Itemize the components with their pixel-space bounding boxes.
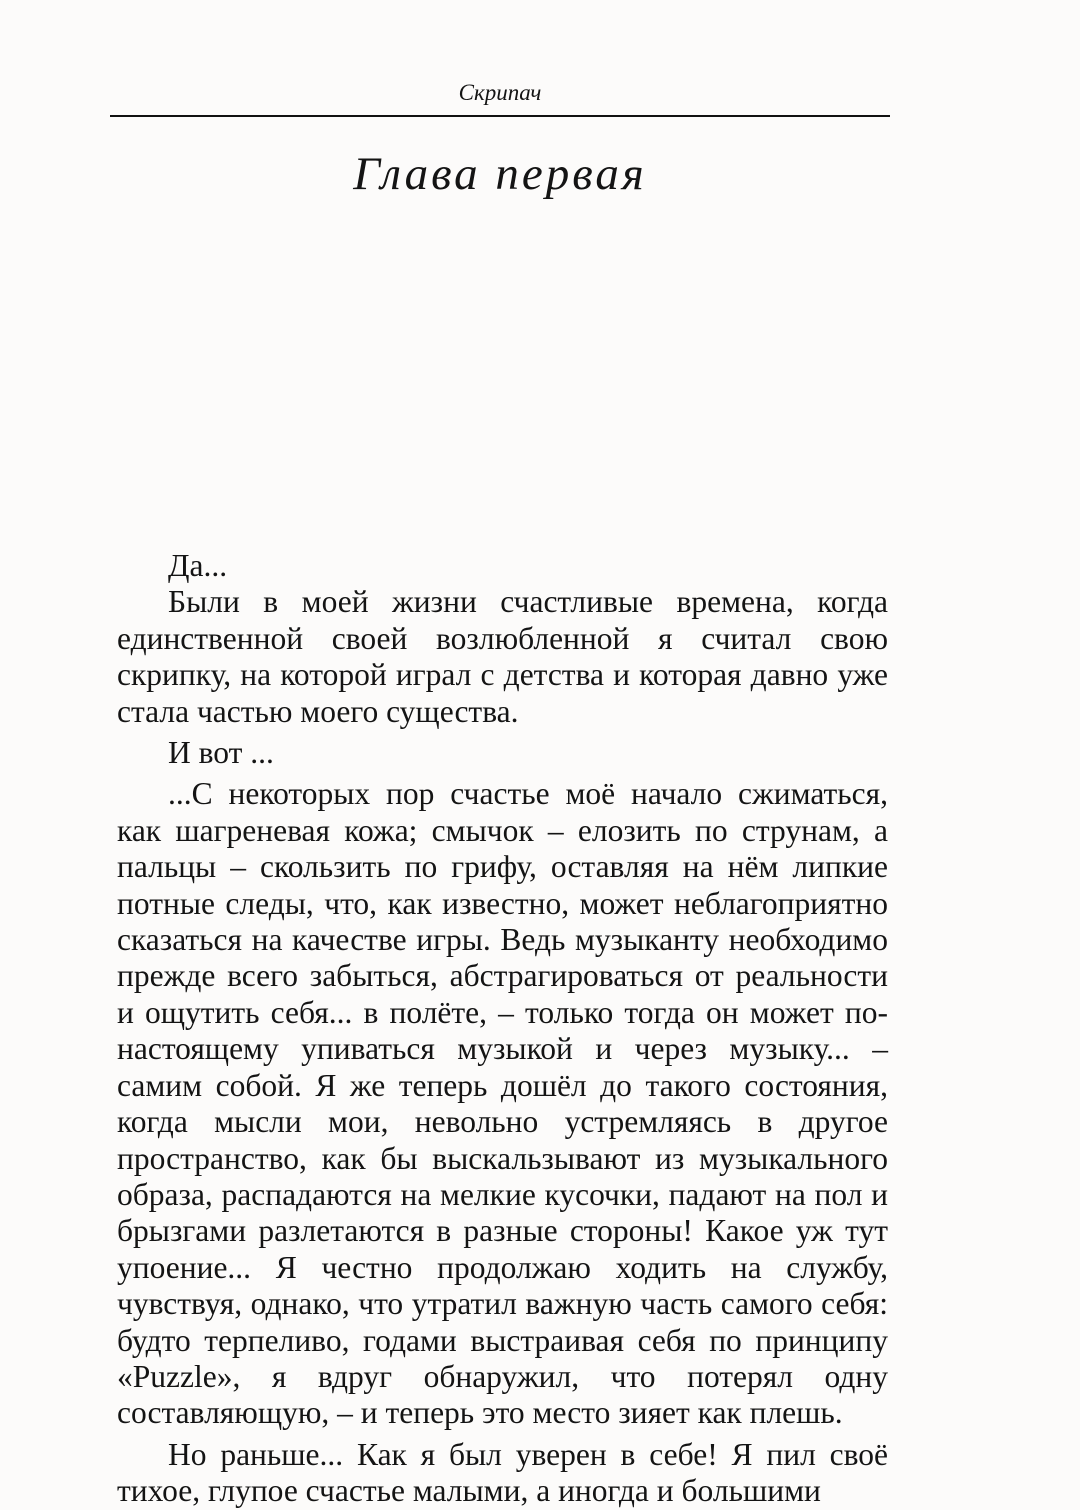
paragraph: Да... — [168, 548, 228, 583]
header-rule — [110, 115, 890, 117]
body-text — [117, 548, 888, 1510]
paragraph: И вот ... — [168, 735, 274, 771]
paragraph: Но раньше... Как я был уверен в себе! Я пил своё тихое, глупое счастье малыми, а иногда и большими — [117, 1436, 888, 1509]
running-head: Скрипач — [458, 80, 542, 105]
paragraph: Были в моей жизни счастливые времена, когда единственной своей возлюбленной я считал свою скрипку, на которой играл с детства и которая давно уже стала частью моего существа. — [117, 584, 888, 729]
chapter-title: Глава первая — [353, 148, 647, 200]
paragraph: ...С некоторых пор счастье моё начало сжиматься, как шагреневая кожа; смычок – елозить по струнам, а пальцы – скользить по грифу, оставляя на нём липкие потные следы, что, как известно, может неблагоприятно сказаться на качестве игры. Ведь музыканту необходимо прежде всего забыться, абстрагироваться от реальности и ощутить себя... в полёте, – только тогда он может по-настоящему упиваться музыкой и через музыку... – самим собой. Я же теперь дошёл до такого состояния, когда мысли мои, невольно устремляясь в другое пространство, как бы выскальзывают из музыкального образа, распадаются на мелкие кусочки, падают на пол и брызгами разлетаются в разные стороны! Какое уж тут упоение... Я честно продолжаю ходить на службу, чувствуя, однако, что утратил важную часть самого себя: будто терпеливо, годами выстраивая себя по принципу «Puzzle», я вдруг обнаружил, что потерял одну составляющую, – и теперь это место зияет как плешь. — [117, 776, 888, 1431]
